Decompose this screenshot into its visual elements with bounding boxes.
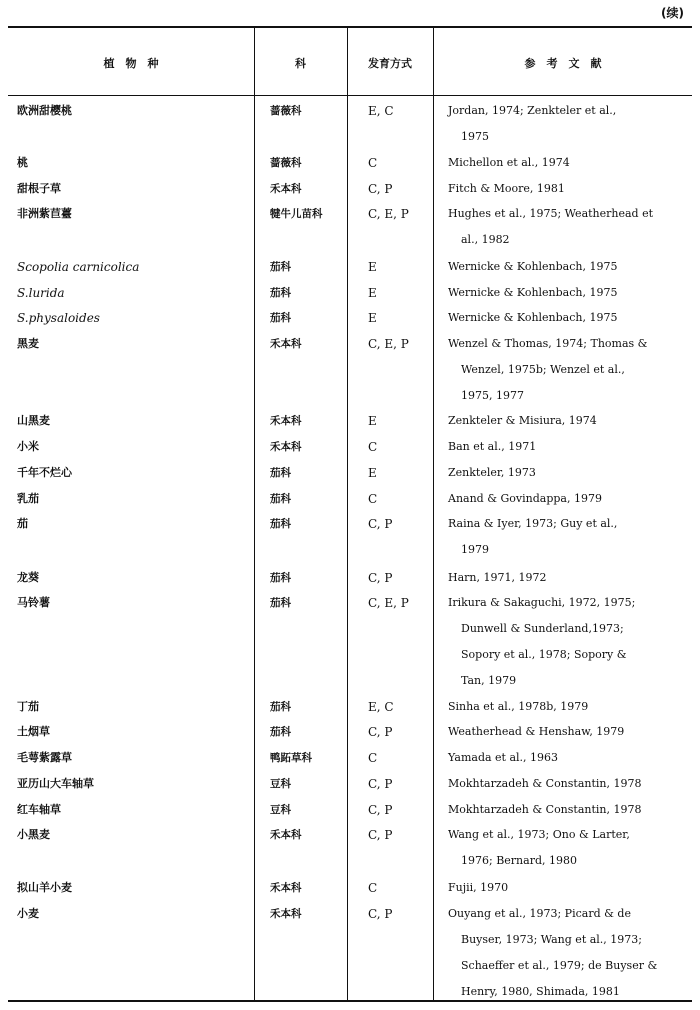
reference-line: Weatherhead & Henshaw, 1979	[448, 725, 625, 738]
mode-cell: C, E, P	[368, 596, 409, 610]
species-cell: 小黑麦	[17, 828, 50, 841]
family-cell: 茄科	[270, 518, 291, 530]
reference-cell	[448, 254, 693, 280]
species-cell: 茄	[17, 517, 28, 530]
mode-cell: C, E, P	[368, 337, 409, 351]
species-cell: 山黑麦	[17, 414, 50, 427]
reference-cell	[448, 98, 693, 150]
mode-cell: E	[368, 466, 377, 480]
species-cell: 丁茄	[17, 700, 39, 713]
reference-cell	[448, 511, 693, 563]
reference-cell	[448, 460, 693, 486]
reference-line: Henry, 1980, Shimada, 1981	[461, 985, 620, 998]
reference-line: Tan, 1979	[461, 674, 517, 687]
mode-cell: E	[368, 286, 377, 300]
species-cell: S.lurida	[17, 286, 65, 300]
header-species: 植 物 种	[103, 57, 159, 70]
reference-line: Harn, 1971, 1972	[448, 571, 547, 584]
family-cell: 禾本科	[270, 415, 302, 427]
species-cell: 乳茄	[17, 492, 39, 505]
family-cell: 茄科	[270, 467, 291, 479]
reference-line: 1975	[461, 130, 489, 143]
family-cell: 茄科	[270, 312, 291, 324]
reference-line: Fujii, 1970	[448, 881, 509, 894]
mode-cell: C, E, P	[368, 207, 409, 221]
reference-cell	[448, 694, 693, 720]
family-cell: 禾本科	[270, 338, 302, 350]
species-cell: S.physaloides	[17, 311, 100, 325]
reference-cell	[448, 408, 693, 434]
species-cell: 土烟草	[17, 725, 50, 738]
reference-line: Jordan, 1974; Zenkteler et al.,	[448, 104, 617, 117]
family-cell: 蔷薇科	[270, 105, 302, 117]
reference-cell	[448, 176, 693, 202]
species-cell: 欧洲甜樱桃	[17, 104, 72, 117]
family-cell: 豆科	[270, 804, 291, 816]
reference-line: Zenkteler & Misiura, 1974	[448, 414, 597, 427]
family-cell: 禾本科	[270, 908, 302, 920]
species-cell: 马铃薯	[17, 596, 50, 609]
family-cell: 茄科	[270, 572, 291, 584]
header-references: 参 考 文 献	[524, 57, 602, 70]
family-cell: 茄科	[270, 287, 291, 299]
reference-line: Hughes et al., 1975; Weatherhead et	[448, 207, 654, 220]
family-cell: 禾本科	[270, 882, 302, 894]
reference-line: Yamada et al., 1963	[448, 751, 559, 764]
mode-cell: C	[368, 751, 378, 765]
column-divider	[254, 28, 255, 1000]
reference-line: 1975, 1977	[461, 389, 524, 402]
species-cell: 小麦	[17, 907, 39, 920]
reference-line: Fitch & Moore, 1981	[448, 182, 565, 195]
mode-cell: C, P	[368, 907, 393, 921]
reference-line: Wernicke & Kohlenbach, 1975	[448, 260, 618, 273]
mode-cell: C, P	[368, 725, 393, 739]
reference-line: Schaeffer et al., 1979; de Buyser &	[461, 959, 658, 972]
species-cell: 小米	[17, 440, 39, 453]
reference-line: Ouyang et al., 1973; Picard & de	[448, 907, 631, 920]
family-cell: 鸭跖草科	[270, 752, 312, 764]
reference-cell	[448, 280, 693, 306]
reference-cell	[448, 201, 693, 253]
mode-cell: C, P	[368, 182, 393, 196]
reference-cell	[448, 797, 693, 823]
family-cell: 茄科	[270, 597, 291, 609]
reference-line: Wenzel, 1975b; Wenzel et al.,	[461, 363, 625, 376]
reference-cell	[448, 901, 693, 1005]
reference-line: Irikura & Sakaguchi, 1972, 1975;	[448, 596, 636, 609]
reference-line: 1976; Bernard, 1980	[461, 854, 577, 867]
reference-line: Dunwell & Sunderland,1973;	[461, 622, 624, 635]
family-cell: 犍牛儿苗科	[270, 208, 323, 220]
header-divider-rule	[8, 95, 692, 96]
mode-cell: C	[368, 492, 378, 506]
mode-cell: E, C	[368, 700, 394, 714]
species-cell: 拟山羊小麦	[17, 881, 72, 894]
species-cell: 毛萼紫露草	[17, 751, 72, 764]
reference-line: Anand & Govindappa, 1979	[448, 492, 602, 505]
continued-label: (续)	[661, 6, 684, 20]
reference-line: Ban et al., 1971	[448, 440, 537, 453]
reference-line: Wenzel & Thomas, 1974; Thomas &	[448, 337, 648, 350]
reference-cell	[448, 822, 693, 874]
reference-line: Wernicke & Kohlenbach, 1975	[448, 311, 618, 324]
family-cell: 茄科	[270, 726, 291, 738]
mode-cell: E	[368, 260, 377, 274]
species-cell: Scopolia carnicolica	[17, 260, 140, 274]
mode-cell: C, P	[368, 777, 393, 791]
species-cell: 非洲紫苣薹	[17, 207, 72, 220]
family-cell: 茄科	[270, 701, 291, 713]
reference-line: Mokhtarzadeh & Constantin, 1978	[448, 777, 642, 790]
family-cell: 禾本科	[270, 441, 302, 453]
species-cell: 黑麦	[17, 337, 39, 350]
reference-line: Sopory et al., 1978; Sopory &	[461, 648, 627, 661]
mode-cell: E, C	[368, 104, 394, 118]
family-cell: 茄科	[270, 261, 291, 273]
reference-cell	[448, 590, 693, 694]
family-cell: 禾本科	[270, 829, 302, 841]
mode-cell: C, P	[368, 828, 393, 842]
reference-cell	[448, 486, 693, 512]
species-cell: 千年不烂心	[17, 466, 72, 479]
reference-cell	[448, 434, 693, 460]
species-cell: 龙葵	[17, 571, 39, 584]
reference-line: al., 1982	[461, 233, 510, 246]
family-cell: 蔷薇科	[270, 157, 302, 169]
header-mode: 发育方式	[368, 57, 412, 70]
species-cell: 亚历山大车轴草	[17, 777, 94, 790]
reference-line: Mokhtarzadeh & Constantin, 1978	[448, 803, 642, 816]
mode-cell: C	[368, 440, 378, 454]
reference-cell	[448, 150, 693, 176]
mode-cell: E	[368, 311, 377, 325]
species-cell: 桃	[17, 156, 28, 169]
header-family: 科	[295, 57, 306, 70]
reference-line: Wernicke & Kohlenbach, 1975	[448, 286, 618, 299]
mode-cell: C, P	[368, 571, 393, 585]
reference-line: Michellon et al., 1974	[448, 156, 570, 169]
reference-line: Sinha et al., 1978b, 1979	[448, 700, 589, 713]
family-cell: 豆科	[270, 778, 291, 790]
species-cell: 红车轴草	[17, 803, 61, 816]
mode-cell: C, P	[368, 803, 393, 817]
reference-cell	[448, 719, 693, 745]
reference-line: Buyser, 1973; Wang et al., 1973;	[461, 933, 643, 946]
reference-line: Raina & Iyer, 1973; Guy et al.,	[448, 517, 618, 530]
mode-cell: C	[368, 881, 378, 895]
reference-line: 1979	[461, 543, 489, 556]
reference-line: Wang et al., 1973; Ono & Larter,	[448, 828, 630, 841]
reference-cell	[448, 771, 693, 797]
reference-cell	[448, 331, 693, 409]
reference-line: Zenkteler, 1973	[448, 466, 536, 479]
reference-cell	[448, 745, 693, 771]
column-divider	[347, 28, 348, 1000]
mode-cell: C	[368, 156, 378, 170]
family-cell: 茄科	[270, 493, 291, 505]
mode-cell: E	[368, 414, 377, 428]
reference-cell	[448, 565, 693, 591]
mode-cell: C, P	[368, 517, 393, 531]
reference-cell	[448, 305, 693, 331]
table-top-rule	[8, 26, 692, 28]
species-cell: 甜根子草	[17, 182, 61, 195]
family-cell: 禾本科	[270, 183, 302, 195]
reference-cell	[448, 875, 693, 901]
